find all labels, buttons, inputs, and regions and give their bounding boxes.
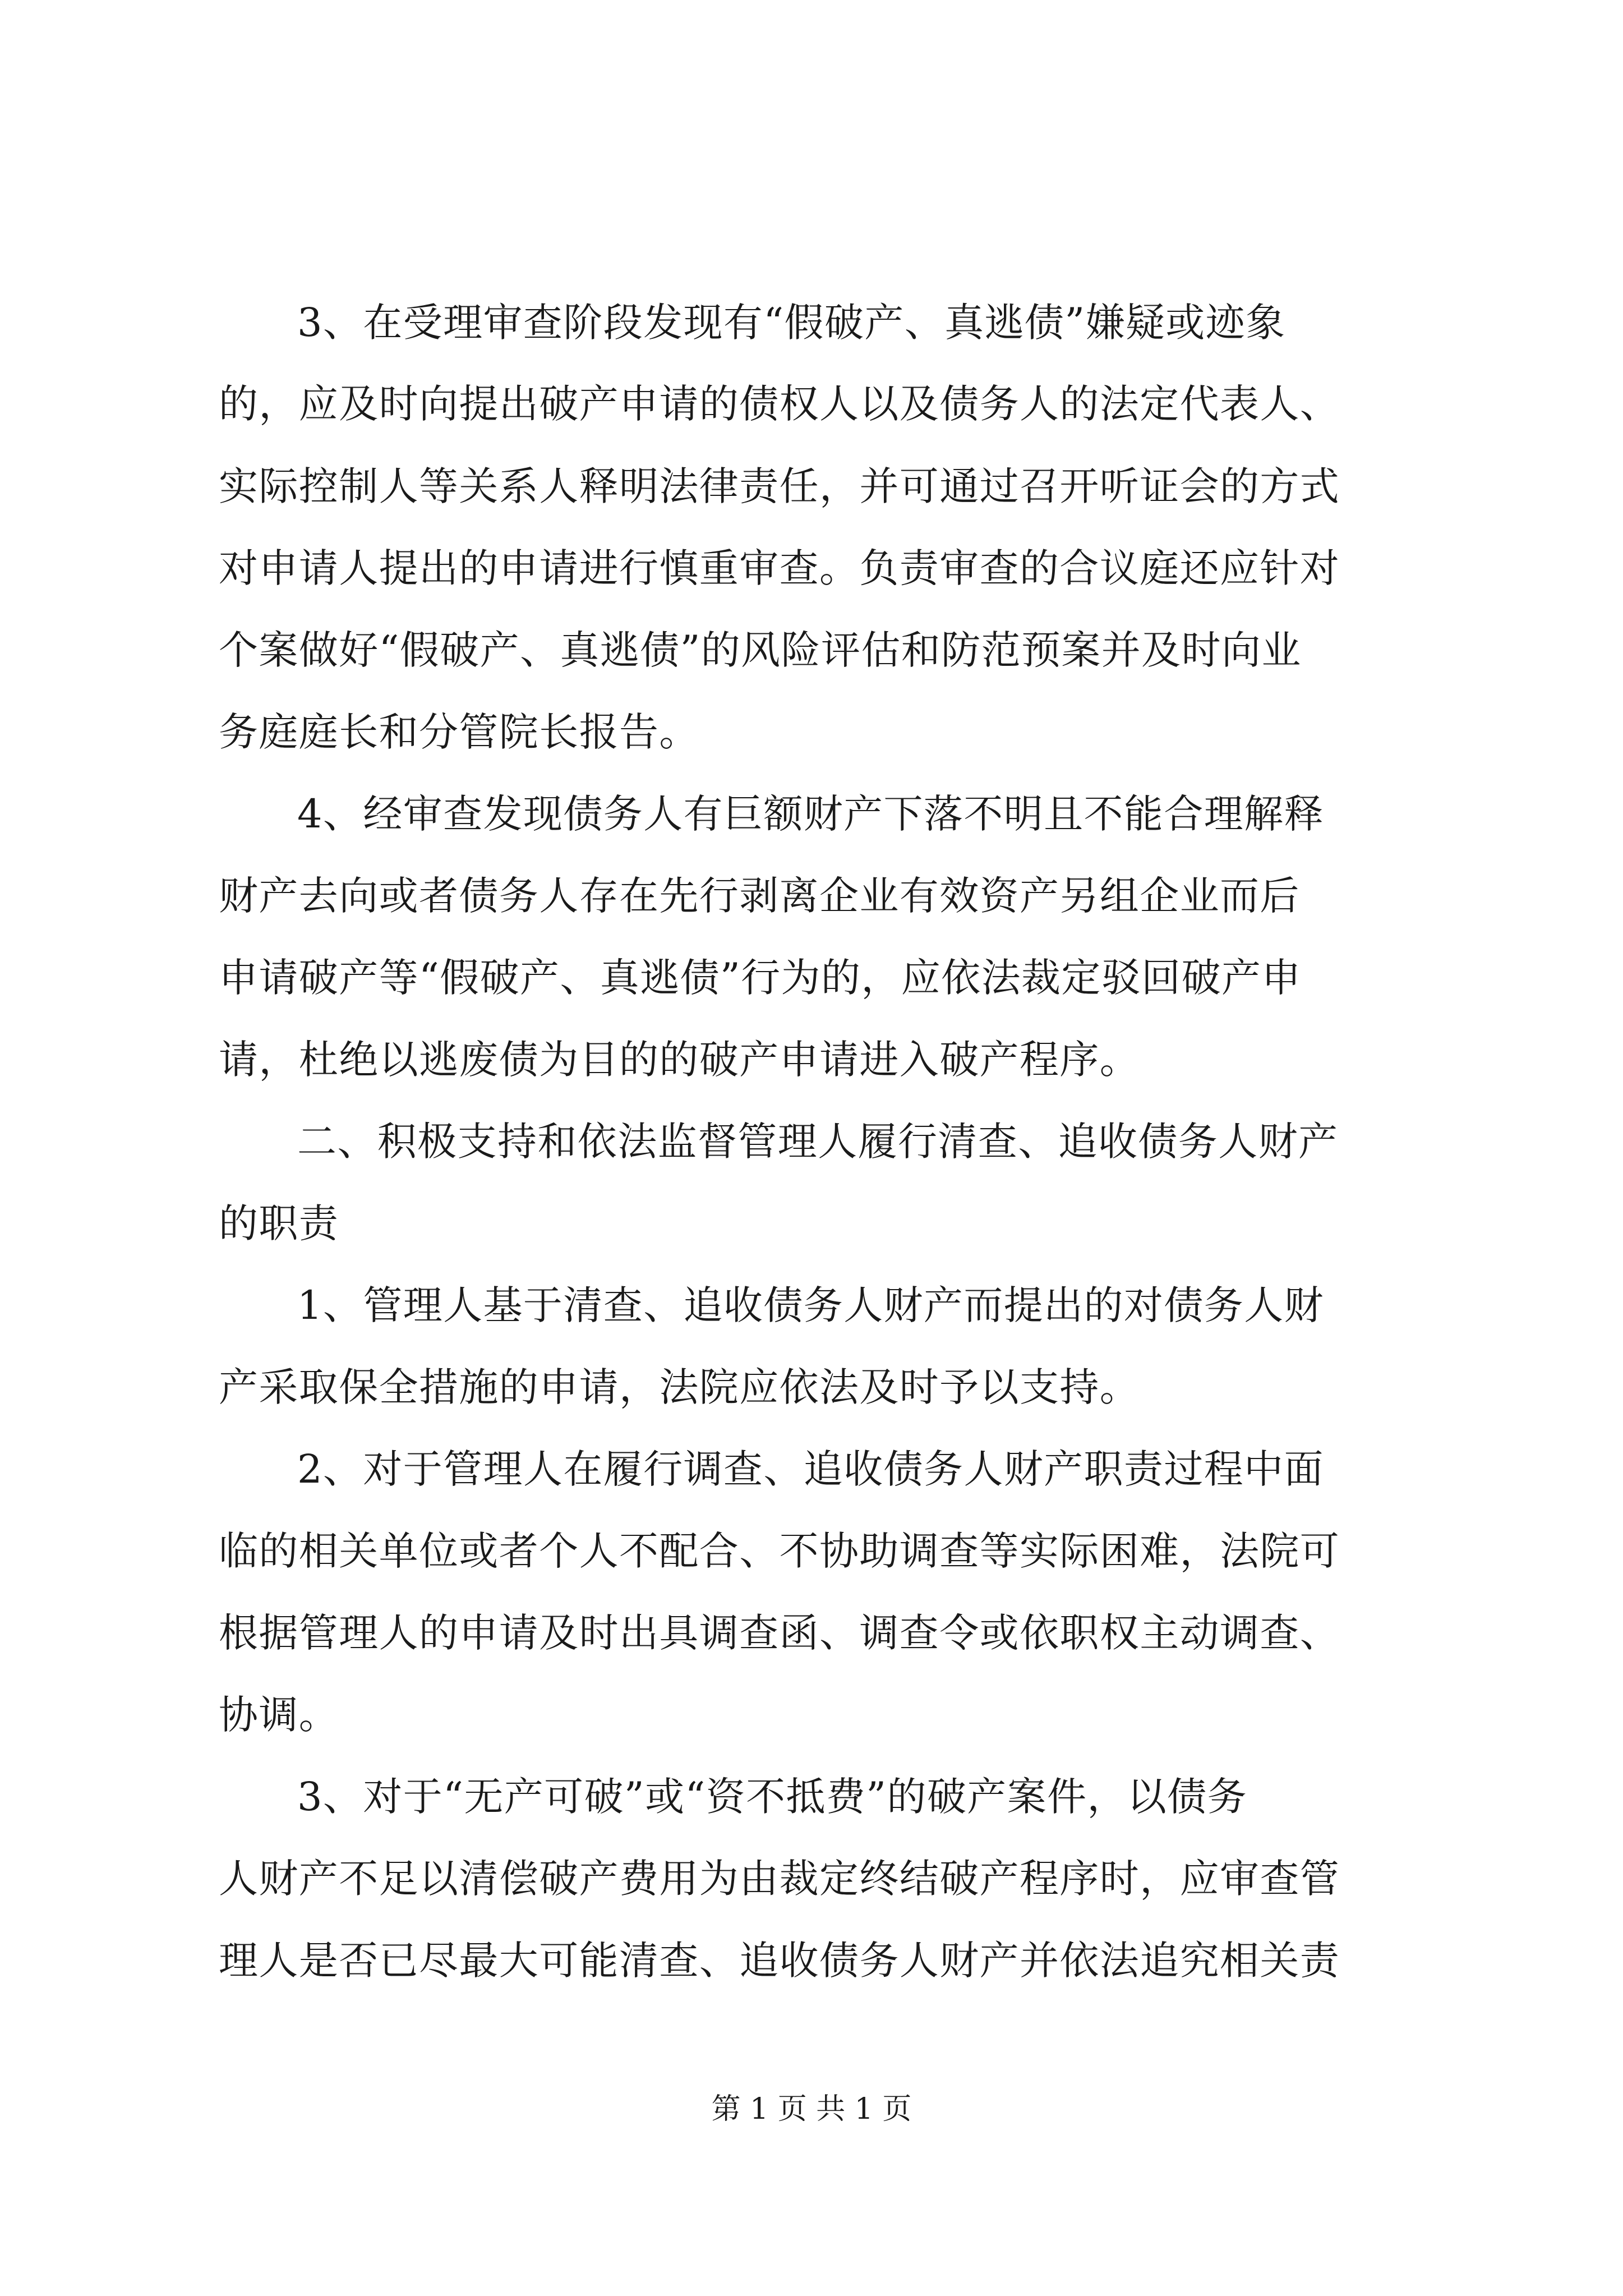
paragraph-line: 产采取保全措施的申请，法院应依法及时予以支持。 (219, 1364, 1140, 1410)
paragraph-line: 申请破产等“假破产、真逃债”行为的，应依法裁定驳回破产申 (219, 955, 1302, 1001)
paragraph-line: 2、对于管理人在履行调查、追收债务人财产职责过程中面 (297, 1446, 1324, 1492)
paragraph-line: 协调。 (219, 1692, 339, 1738)
paragraph-line: 财产去向或者债务人存在先行剥离企业有效资产另组企业而后 (219, 873, 1300, 919)
paragraph-line: 根据管理人的申请及时出具调查函、调查令或依职权主动调查、 (219, 1610, 1340, 1656)
paragraph-line: 理人是否已尽最大可能清查、追收债务人财产并依法追究相关责 (219, 1938, 1340, 1984)
section-heading-line: 的职责 (219, 1200, 339, 1246)
paragraph-line: 4、经审查发现债务人有巨额财产下落不明且不能合理解释 (297, 791, 1324, 837)
paragraph-line: 的，应及时向提出破产申请的债权人以及债务人的法定代表人、 (219, 381, 1340, 427)
paragraph-line: 临的相关单位或者个人不配合、不协助调查等实际困难，法院可 (219, 1528, 1340, 1574)
paragraph-line: 1、管理人基于清查、追收债务人财产而提出的对债务人财 (297, 1282, 1324, 1328)
paragraph-line: 对申请人提出的申请进行慎重审查。负责审查的合议庭还应针对 (219, 545, 1340, 591)
paragraph-line: 请，杜绝以逃废债为目的的破产申请进入破产程序。 (219, 1037, 1140, 1083)
paragraph-line: 个案做好“假破产、真逃债”的风险评估和防范预案并及时向业 (219, 627, 1302, 673)
paragraph-line: 务庭庭长和分管院长报告。 (219, 709, 699, 755)
paragraph-line: 实际控制人等关系人释明法律责任，并可通过召开听证会的方式 (219, 463, 1340, 509)
paragraph-line: 3、对于“无产可破”或“资不抵费”的破产案件，以债务 (297, 1774, 1248, 1820)
paragraph-line: 人财产不足以清偿破产费用为由裁定终结破产程序时，应审查管 (219, 1856, 1340, 1902)
paragraph-line: 3、在受理审查阶段发现有“假破产、真逃债”嫌疑或迹象 (297, 300, 1286, 346)
section-heading-line: 二、积极支持和依法监督管理人履行清查、追收债务人财产 (297, 1119, 1339, 1165)
page-number-footer: 第 1 页 共 1 页 (711, 2092, 912, 2126)
